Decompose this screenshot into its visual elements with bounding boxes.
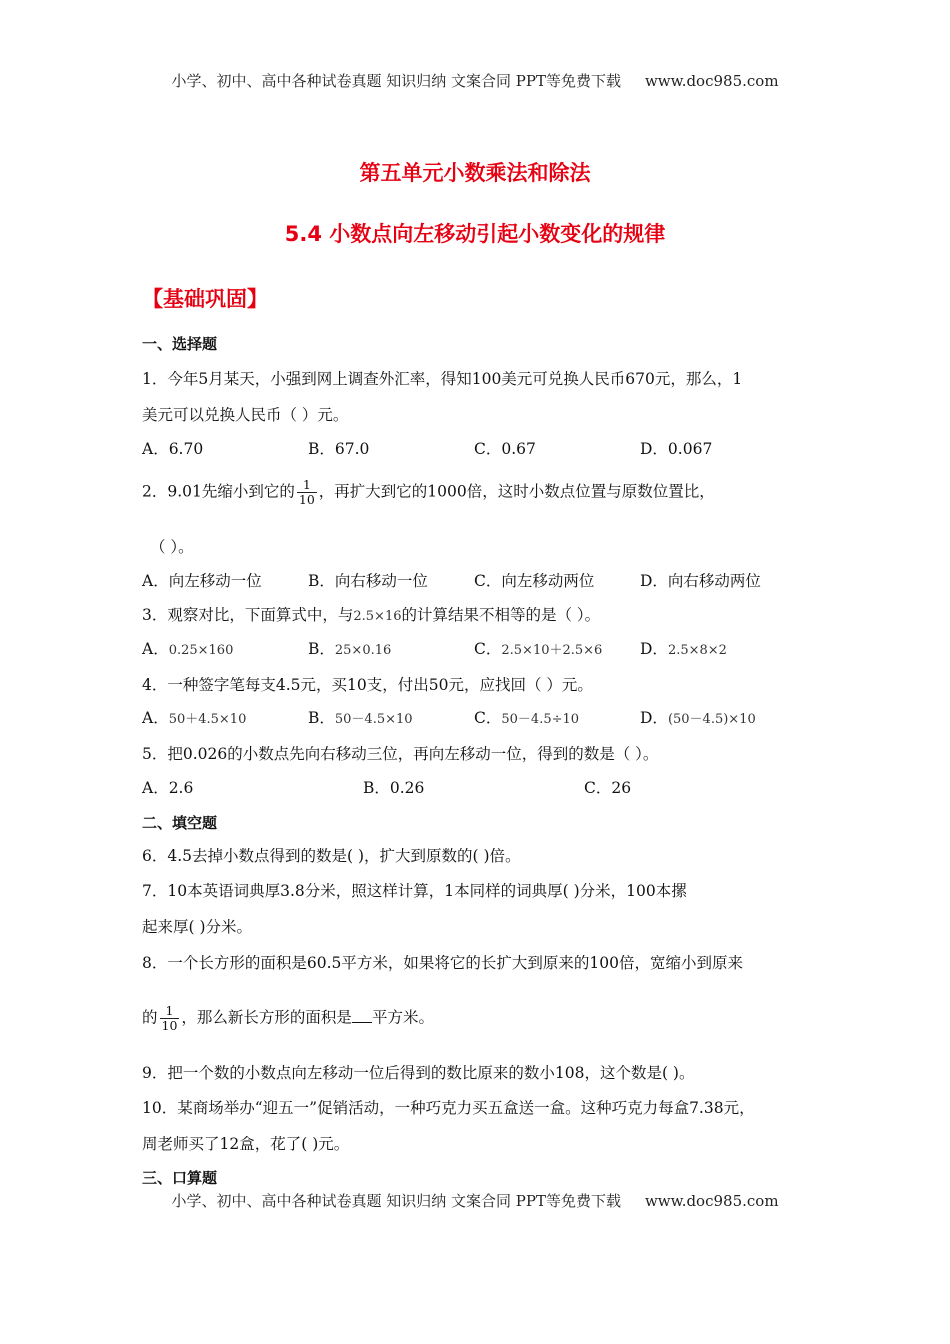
footer-text: 小学、初中、高中各种试卷真题 知识归纳 文案合同 PPT等免费下载 bbox=[171, 1192, 621, 1210]
q5-line: 5．把0.026的小数点先向右移动三位，再向左移动一位，得到的数是（ ）。 bbox=[142, 745, 659, 763]
q4-expr-a: 50＋4.5×10 bbox=[168, 712, 247, 727]
q4-label-d: D． bbox=[640, 709, 668, 727]
q3-option-d bbox=[640, 638, 727, 662]
q10-line2: 周老师买了12盒，花了( )元。 bbox=[142, 1135, 350, 1153]
q2-line1 bbox=[142, 478, 715, 507]
q4-option-d bbox=[640, 707, 756, 731]
q1-option-c: C．0.67 bbox=[474, 440, 536, 458]
q2-frac-num: 1 bbox=[297, 478, 317, 493]
q2-option-d: D．向右移动两位 bbox=[640, 572, 761, 590]
q3-label-b: B． bbox=[308, 640, 335, 658]
q2-option-c: C．向左移动两位 bbox=[474, 572, 595, 590]
page-footer bbox=[0, 1190, 950, 1211]
part3-heading: 三、口算题 bbox=[142, 1169, 218, 1187]
q2-frac-den: 10 bbox=[298, 492, 315, 507]
q3-expr-a: 0.25×160 bbox=[168, 643, 234, 658]
q7-line1: 7．10本英语词典厚3.8分米，照这样计算，1本同样的词典厚( )分米，100本摞 bbox=[142, 882, 687, 900]
q2-fraction bbox=[297, 478, 317, 507]
q8-frac-den: 10 bbox=[161, 1018, 178, 1033]
q4-label-b: B． bbox=[308, 709, 335, 727]
q3-label-a: A． bbox=[142, 640, 169, 658]
q1-option-d: D．0.067 bbox=[640, 440, 713, 458]
q1-option-b: B．67.0 bbox=[308, 440, 370, 458]
q8-line1: 8．一个长方形的面积是60.5平方米，如果将它的长扩大到原来的100倍，宽缩小到原来 bbox=[142, 954, 743, 972]
q3-label-c: C． bbox=[474, 640, 502, 658]
q1-option-a: A．6.70 bbox=[142, 440, 204, 458]
q5-option-b: B．0.26 bbox=[363, 779, 425, 797]
q4-option-c bbox=[474, 707, 579, 731]
q4-expr-c: 50－4.5÷10 bbox=[501, 712, 580, 727]
footer-site: www.doc985.com bbox=[644, 1192, 779, 1210]
q2-post: ，再扩大到它的1000倍，这时小数点位置与原数位置比， bbox=[318, 482, 715, 501]
q3-expr-c: 2.5×10＋2.5×6 bbox=[501, 643, 603, 658]
header-text: 小学、初中、高中各种试卷真题 知识归纳 文案合同 PPT等免费下载 bbox=[171, 72, 621, 90]
q3-line bbox=[142, 604, 600, 628]
q2-option-a: A．向左移动一位 bbox=[142, 572, 262, 590]
q7-line2: 起来厚( )分米。 bbox=[142, 918, 253, 936]
q1-line2: 美元可以兑换人民币（ ）元。 bbox=[142, 406, 349, 424]
q6-line: 6．4.5去掉小数点得到的数是( )，扩大到原数的( )倍。 bbox=[142, 847, 521, 865]
q10-line1: 10．某商场举办“迎五一”促销活动，一种巧克力买五盒送一盒。这种巧克力每盒7.38元， bbox=[142, 1099, 755, 1117]
q8-fraction bbox=[160, 1004, 180, 1033]
q8-pre: 的 bbox=[142, 1008, 158, 1027]
q3-expr-d: 2.5×8×2 bbox=[667, 643, 727, 658]
part1-heading: 一、选择题 bbox=[142, 335, 218, 353]
q8-post2: 平方米。 bbox=[371, 1008, 434, 1027]
q8-line2 bbox=[142, 1004, 434, 1033]
q8-post1: ，那么新长方形的面积是 bbox=[181, 1008, 352, 1027]
header-site: www.doc985.com bbox=[644, 72, 779, 90]
q4-label-a: A． bbox=[142, 709, 169, 727]
q2-option-b: B．向右移动一位 bbox=[308, 572, 428, 590]
q1-line1: 1．今年5月某天，小强到网上调查外汇率，得知100美元可兑换人民币670元，那么，1 bbox=[142, 370, 743, 388]
q8-frac-num: 1 bbox=[160, 1004, 180, 1019]
q4-label-c: C． bbox=[474, 709, 502, 727]
unit-title: 第五单元小数乘法和除法 bbox=[359, 161, 591, 185]
q5-option-a: A．2.6 bbox=[142, 779, 194, 797]
q4-expr-d: (50－4.5)×10 bbox=[667, 712, 756, 727]
section-title: 【基础巩固】 bbox=[142, 287, 268, 311]
q2-pre: 2．9.01先缩小到它的 bbox=[142, 482, 295, 501]
q8-blank bbox=[352, 1008, 372, 1023]
q3-post: 的计算结果不相等的是（ ）。 bbox=[401, 606, 601, 624]
q3-pre: 3．观察对比，下面算式中，与 bbox=[142, 606, 354, 624]
q3-option-b bbox=[308, 638, 391, 662]
q3-option-a bbox=[142, 638, 233, 662]
q3-label-d: D． bbox=[640, 640, 668, 658]
q4-option-a bbox=[142, 707, 246, 731]
lesson-title: 5.4 小数点向左移动引起小数变化的规律 bbox=[284, 222, 666, 246]
q3-option-c bbox=[474, 638, 602, 662]
q3-expr: 2.5×16 bbox=[353, 609, 402, 624]
q5-option-c: C．26 bbox=[584, 779, 632, 797]
q4-option-b bbox=[308, 707, 413, 731]
q4-expr-b: 50－4.5×10 bbox=[334, 712, 413, 727]
q9-line: 9．把一个数的小数点向左移动一位后得到的数比原来的数小108，这个数是( )。 bbox=[142, 1064, 695, 1082]
page-header bbox=[0, 70, 950, 91]
q2-line2: （ ）。 bbox=[150, 538, 194, 556]
part2-heading: 二、填空题 bbox=[142, 814, 218, 832]
q3-expr-b: 25×0.16 bbox=[334, 643, 392, 658]
q4-line: 4．一种签字笔每支4.5元，买10支，付出50元，应找回（ ）元。 bbox=[142, 676, 593, 694]
